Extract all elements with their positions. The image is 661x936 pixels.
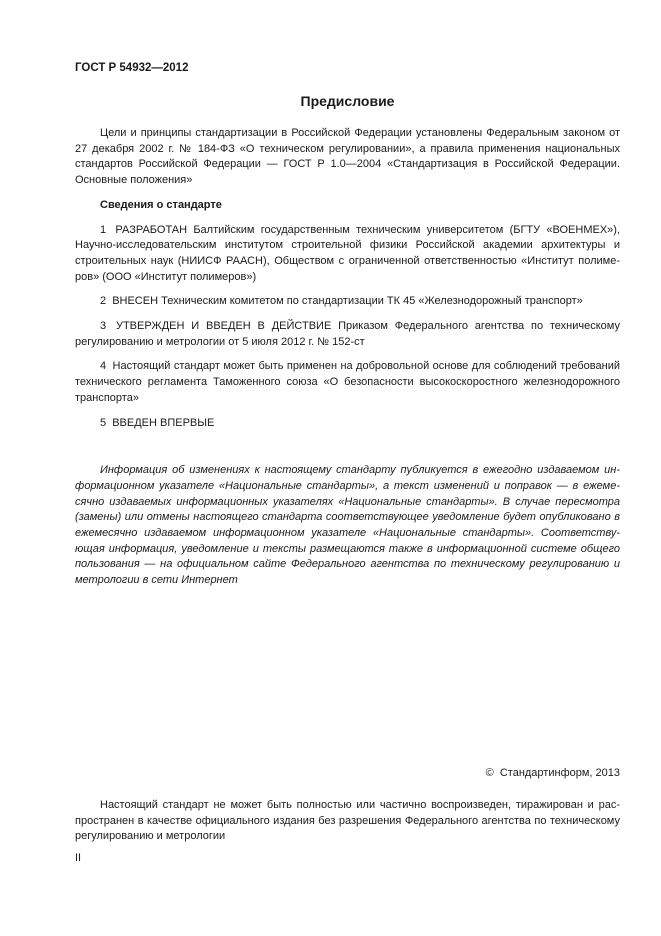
item-text: ВНЕСЕН Техническим комитетом по стандартизации ТК 45 «Железнодорожный транспорт» [112, 295, 583, 308]
item-number: 1 [100, 223, 107, 236]
list-item [75, 359, 620, 406]
amendments-notice: Информация об изменениях к настоящему стандарту публикуется в ежегодно издаваемом информационном указателе «Национальные стандарты», а текст изменений и поправок — в ежемесячно издаваемых информационных указателях «Национальные стандарты». В случае пересмотра (замены) или отмены настоящего стандарта соответствующее уведомление будет опубликовано в ежемесячно издаваемом информационном указателе «Национальные стандарты». Соответствующая информация, уведомление и тексты размещаются также в информационной системе общего пользования — на официальном сайте Федерального агентства по техническому регулированию и метрологии в сети Интернет [75, 464, 620, 587]
intro-paragraph: Цели и принципы стандартизации в Российской Федерации установлены Федеральным законом от 27 декабря 2002 г. № 184-ФЗ «О техническом регулировании», а правила применения национальных стандартов Российской Федерации — ГОСТ Р 1.0—2004 «Стандартизация в Российской Федерации. Основные положения» [75, 127, 620, 187]
page-number: II [75, 851, 82, 864]
page-title: Предисловие [300, 93, 395, 109]
item-text: РАЗРАБОТАН Балтийским государственным техническим университетом (БГТУ «ВОЕНМЕХ»), Научно-исследовательским институтом строительной физики Российской академии архитектуры и строительных наук (НИИСФ РААСН), Обществом с ограниченной ответственностью «Институт полимеров» (ООО «Институт полимеров») [75, 223, 620, 283]
item-number: 5 [100, 416, 107, 429]
item-number: 4 [100, 360, 107, 373]
list-item [75, 319, 620, 350]
doc-code: ГОСТ Р 54932—2012 [75, 62, 189, 74]
standard-info-heading: Сведения о стандарте [100, 198, 222, 211]
item-number: 2 [100, 295, 107, 308]
copyright-line: © Стандартинформ, 2013 [485, 766, 620, 779]
list-item [75, 294, 620, 310]
item-text: Настоящий стандарт может быть применен на добровольной основе для соблюдений требований технического регламента Таможенного союза «О безопасности высокоскоростного железнодорожного транспорта» [75, 360, 620, 404]
standard-info-list [75, 223, 620, 432]
item-text: ВВЕДЕН ВПЕРВЫЕ [112, 416, 215, 429]
item-number: 3 [100, 320, 107, 333]
item-text: УТВЕРЖДЕН И ВВЕДЕН В ДЕЙСТВИЕ Приказом Федерального агентства по техническому регулированию и метрологии от 5 июля 2012 г. № 152-ст [75, 320, 620, 348]
reproduction-note: Настоящий стандарт не может быть полностью или частично воспроизведен, тиражирован и распространен в качестве официального издания без разрешения Федерального агентства по техническому регулированию и метрологии [75, 798, 620, 843]
list-item [75, 223, 620, 286]
list-item [75, 416, 620, 432]
